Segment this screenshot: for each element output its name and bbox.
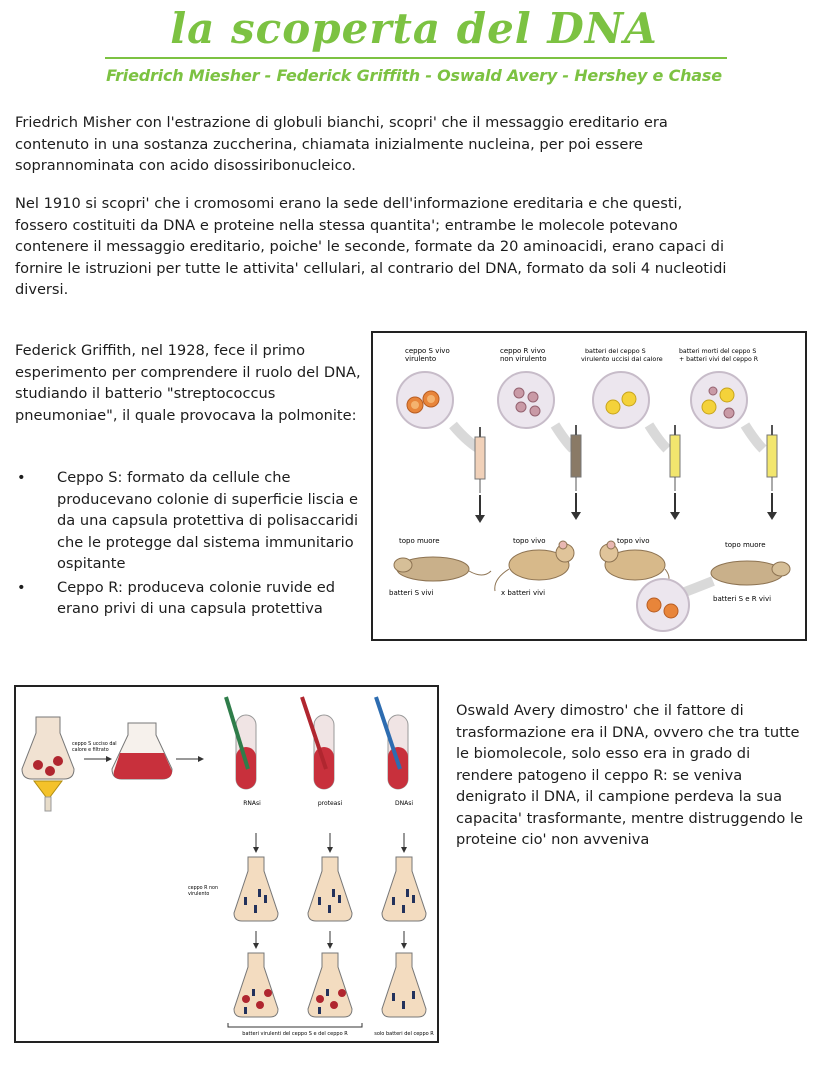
griffith-paragraph: Federick Griffith, nel 1928, fece il primo esperimento per comprendere il ruolo del DNA, studiando il batterio "streptococcus pneumoniae", il quale provocava la polmonite: <box>15 342 361 424</box>
tube-label: DNAsi <box>394 800 414 807</box>
dead-s-cell-icon <box>702 400 716 414</box>
intro-paragraph-1: Friedrich Misher con l'estrazione di globuli bianchi, scopri' che il messaggio ereditario era contenuto in una sostanza zuccherina, chiamata inizialmente nucleina, per poi essere soprannominata con acido disossiribonucleico. <box>15 114 668 174</box>
result-label: x batteri vivi <box>501 589 546 597</box>
zoom-arrow-icon <box>745 425 763 449</box>
s-cell-icon <box>647 598 661 612</box>
flask-culture-icon <box>382 953 426 1017</box>
avery-illustration <box>16 687 437 1041</box>
mouse-dead-icon <box>394 557 491 581</box>
list-item <box>15 577 365 620</box>
strain-list <box>15 467 365 622</box>
r-cell-icon <box>514 388 524 398</box>
arrow-head-icon <box>571 512 581 520</box>
arrow-head-icon <box>401 943 407 949</box>
result-label: batteri S vivi <box>389 589 434 597</box>
arrow-head-icon <box>327 943 333 949</box>
figure-label: batteri del ceppo S <box>585 347 646 355</box>
page-title: la scoperta del DNA <box>170 4 658 53</box>
flask-culture-icon <box>382 857 426 921</box>
arrow-head-icon <box>253 943 259 949</box>
dead-s-cell-icon <box>622 392 636 406</box>
ceppo-r-label: virulento <box>188 892 210 897</box>
title-underline <box>105 57 727 59</box>
bracket-icon <box>228 1023 362 1027</box>
magnified-bacteria-circle <box>498 372 554 428</box>
ceppo-r-label: ceppo R non <box>188 886 219 891</box>
arrow-head-icon <box>106 756 112 762</box>
syringe-icon <box>475 437 485 479</box>
mouse-dead-icon <box>711 561 790 585</box>
flask-mixed-culture-icon <box>308 953 352 1017</box>
dead-s-cell-icon <box>720 388 734 402</box>
strain-r-description: Ceppo R: produceva colonie ruvide ed erano privi di una capsula protettiva <box>57 578 336 617</box>
r-cell-icon <box>724 408 734 418</box>
magnified-bacteria-circle <box>691 372 747 428</box>
s-cell-core-icon <box>411 401 419 409</box>
magnified-bacteria-circle <box>637 579 689 631</box>
arrow-head-icon <box>767 512 777 520</box>
flask-filter-icon <box>22 717 74 811</box>
figure-label: batteri morti del ceppo S <box>679 348 757 355</box>
arrow-head-icon <box>327 847 333 853</box>
tube-label: RNAsi <box>243 800 261 807</box>
bullet-icon: • <box>17 578 26 596</box>
figure-label: virulento uccisi dal calore <box>581 355 663 363</box>
mouse-label: topo muore <box>399 537 440 545</box>
flask-culture-icon <box>234 857 278 921</box>
test-tube-red-icon <box>302 697 334 789</box>
syringe-icon <box>571 435 581 477</box>
magnified-bacteria-circle <box>593 372 649 428</box>
tube-label: proteasi <box>317 800 343 807</box>
zoom-arrow-icon <box>555 425 573 449</box>
r-cell-icon <box>530 406 540 416</box>
flask-culture-icon <box>308 857 352 921</box>
syringe-icon <box>670 435 680 477</box>
mouse-label: topo vivo <box>617 537 650 545</box>
s-cell-icon <box>664 604 678 618</box>
flask-mixed-culture-icon <box>234 953 278 1017</box>
list-item <box>15 467 365 575</box>
arrow-head-icon <box>198 756 204 762</box>
bullet-icon: • <box>17 469 26 486</box>
test-tube-blue-icon <box>376 697 408 789</box>
r-cell-icon <box>528 392 538 402</box>
test-tube-green-icon <box>226 697 256 789</box>
result-label: batteri virulenti del ceppo S e del ceppo R <box>242 1031 348 1037</box>
avery-paragraph: Oswald Avery dimostro' che il fattore di trasformazione era il DNA, ovvero che tra tutte le biomolecole, solo esso era in grado di rendere patogeno il ceppo R: se veniva denigrato il DNA, il campione perdeva la sua capacita' trasformante, mentre distruggendo le proteine cio' non avveniva <box>456 702 804 848</box>
figure-label: non virulento <box>500 355 547 363</box>
syringe-icon <box>767 435 777 477</box>
mouse-label: topo vivo <box>513 537 546 545</box>
r-cell-icon <box>516 402 526 412</box>
flask-red-icon <box>112 723 172 779</box>
arrow-head-icon <box>475 515 485 523</box>
avery-experiment-figure <box>14 685 439 1043</box>
page-subtitle: Friedrich Miesher - Federick Griffith - Oswald Avery - Hershey e Chase <box>106 66 722 85</box>
arrow-head-icon <box>253 847 259 853</box>
figure-label: ceppo S vivo <box>405 347 450 355</box>
result-label: batteri S e R vivi <box>713 595 772 603</box>
mouse-alive-icon <box>495 541 574 591</box>
griffith-experiment-figure <box>371 331 807 641</box>
zoom-arrow-icon <box>649 425 667 449</box>
figure-label: virulento <box>405 355 437 363</box>
arrow-head-icon <box>401 847 407 853</box>
result-label: solo batteri del ceppo R <box>374 1031 434 1037</box>
dead-s-cell-icon <box>606 400 620 414</box>
griffith-illustration <box>373 333 805 639</box>
flask-label: ceppo S ucciso dal <box>72 742 117 747</box>
arrow-head-icon <box>670 512 680 520</box>
mouse-label: topo muore <box>725 541 766 549</box>
r-cell-icon <box>709 387 717 395</box>
flask-label: calore e filtrato <box>72 748 109 753</box>
intro-paragraph-2: Nel 1910 si scopri' che i cromosomi erano la sede dell'informazione ereditaria e che questi, fossero costituiti da DNA e proteine nella stessa quantita'; entrambe le molecole potevano contenere il messaggio ereditario, poiche' le seconde, formate da 20 aminoacidi, erano capaci di fornire le istruzioni per tutte le attivita' cellulari, al contrario del DNA, formato da soli 4 nucleotidi diversi. <box>15 195 727 298</box>
figure-label: ceppo R vivo <box>500 347 546 355</box>
s-cell-core-icon <box>427 395 435 403</box>
strain-s-description: Ceppo S: formato da cellule che producevano colonie di superficie liscia e da una capsula protettiva di polisaccaridi che le protegge dal sistema immunitario ospitante <box>57 469 359 572</box>
figure-label: + batteri vivi del ceppo R <box>679 356 759 363</box>
